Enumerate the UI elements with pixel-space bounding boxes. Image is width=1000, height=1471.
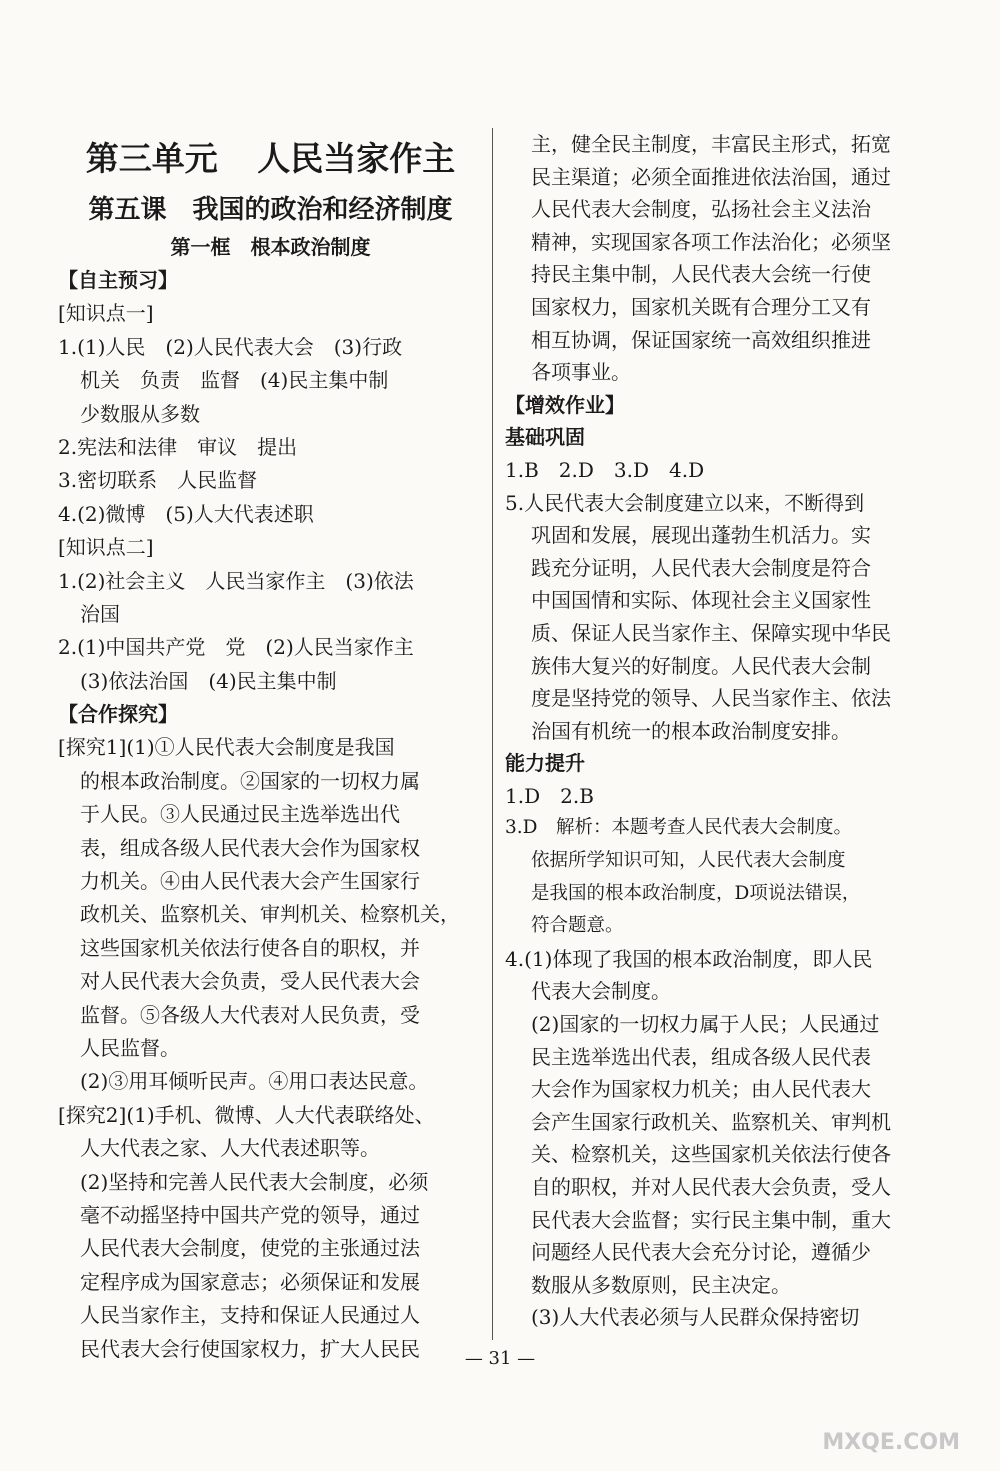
text-line: 的根本政治制度。②国家的一切权力属 [80, 768, 420, 793]
text-line: 于人民。③人民通过民主选举选出代 [80, 802, 400, 827]
right-column [505, 128, 935, 1334]
text-line: 毫不动摇坚持中国共产党的领导，通过 [80, 1202, 420, 1227]
text-line: 能力提升 [505, 751, 585, 776]
text-line: 质、保证人民当家作主、保障实现中华民 [531, 620, 891, 645]
text-line: 政机关、监察机关、审判机关、检察机关， [80, 902, 460, 927]
text-line: 表，组成各级人民代表大会作为国家权 [80, 835, 420, 860]
text-line: 符合题意。 [531, 915, 624, 937]
text-line: [知识点二] [58, 535, 154, 560]
text-line: 基础巩固 [505, 425, 585, 450]
text-line: 治国 [80, 601, 120, 626]
text-line: 人民代表大会制度，弘扬社会主义法治 [531, 197, 871, 222]
text-line: 精神，实现国家各项工作法治化；必须坚 [531, 229, 891, 254]
text-line: (3)依法治国 (4)民主集中制 [80, 668, 337, 693]
text-line: 自的职权，并对人民代表大会负责，受人 [531, 1175, 891, 1199]
text-line: 5.人民代表大会制度建立以来，不断得到 [505, 490, 865, 515]
text-line: 2.宪法和法律 审议 提出 [58, 434, 298, 459]
left-text-block [58, 264, 483, 1366]
text-line: 是我国的根本政治制度，D项说法错误， [531, 882, 861, 904]
text-line: 民代表大会行使国家权力，扩大人民民 [80, 1336, 420, 1361]
right-text-block [505, 128, 935, 1334]
text-line: 践充分证明，人民代表大会制度是符合 [531, 555, 871, 580]
text-line: 对人民代表大会负责，受人民代表大会 [80, 969, 420, 994]
text-line: 机关 负责 监督 (4)民主集中制 [80, 368, 389, 393]
text-line: [知识点一] [58, 301, 154, 326]
text-line: 民主渠道；必须全面推进依法治国，通过 [531, 164, 891, 189]
text-line: 力机关。④由人民代表大会产生国家行 [80, 869, 420, 894]
text-line: 4.(1)体现了我国的根本政治制度，即人民 [505, 946, 873, 971]
text-line: 1.(2)社会主义 人民当家作主 (3)依法 [58, 568, 414, 593]
text-line: 相互协调，保证国家统一高效组织推进 [531, 327, 871, 352]
text-line: 依据所学知识可知，人民代表大会制度 [531, 850, 846, 872]
text-line: 定程序成为国家意志；必须保证和发展 [80, 1269, 420, 1294]
frame-title: 第一框 根本政治制度 [170, 235, 371, 259]
text-line: 1.B 2.D 3.D 4.D [505, 457, 705, 482]
text-line: 1.(1)人民 (2)人民代表大会 (3)行政 [58, 334, 403, 359]
text-line: 各项事业。 [531, 360, 631, 385]
text-line: 数服从多数原则，民主决定。 [531, 1272, 791, 1297]
text-line: [探究1](1)①人民代表大会制度是我国 [58, 735, 395, 760]
lesson-title: 第五课 我国的政治和经济制度 [88, 195, 453, 225]
watermark-logo: MXQE.COM [822, 1430, 960, 1455]
text-line: 【合作探究】 [58, 702, 178, 727]
text-line: (3)人大代表必须与人民群众保持密切 [531, 1305, 860, 1330]
column-divider [492, 128, 493, 1340]
unit-title: 第三单元 人民当家作主 [85, 139, 456, 178]
text-line: 人民监督。 [80, 1035, 180, 1060]
text-line: 4.(2)微博 (5)人大代表述职 [58, 501, 314, 526]
text-line: 中国国情和实际、体现社会主义国家性 [531, 588, 871, 613]
page-number: — 31 — [464, 1348, 536, 1369]
text-line: 国家权力，国家机关既有合理分工又有 [531, 294, 871, 319]
text-line: 人民代表大会制度，使党的主张通过法 [80, 1236, 420, 1261]
text-line: 1.D 2.B [505, 783, 594, 808]
text-line: (2)国家的一切权力属于人民；人民通过 [531, 1012, 880, 1037]
text-line: 主，健全民主制度，丰富民主形式，拓宽 [531, 132, 891, 156]
text-line: 大会作为国家权力机关；由人民代表大 [531, 1077, 871, 1102]
text-line: 民主选举选出代表，组成各级人民代表 [531, 1044, 871, 1069]
text-line: 民代表大会监督；实行民主集中制，重大 [531, 1207, 891, 1232]
text-line: 3.密切联系 人民监督 [58, 468, 258, 493]
text-line: 度是坚持党的领导、人民当家作主、依法 [531, 686, 891, 711]
text-line: 族伟大复兴的好制度。人民代表大会制 [531, 653, 871, 678]
text-line: 3.D 解析：本题考查人民代表大会制度。 [505, 817, 852, 839]
text-line: 【自主预习】 [58, 268, 178, 292]
text-line: 关、检察机关，这些国家机关依法行使各 [531, 1142, 891, 1167]
text-line: (2)③用耳倾听民声。④用口表达民意。 [80, 1069, 429, 1094]
text-line: 代表大会制度。 [531, 979, 671, 1004]
text-line: 少数服从多数 [80, 401, 200, 426]
text-line: 监督。⑤各级人大代表对人民负责，受 [80, 1002, 420, 1027]
text-line: 这些国家机关依法行使各自的职权，并 [80, 935, 420, 960]
text-line: 2.(1)中国共产党 党 (2)人民当家作主 [58, 635, 414, 660]
text-line: 治国有机统一的根本政治制度安排。 [531, 718, 851, 743]
text-line: 【增效作业】 [505, 392, 625, 417]
text-line: 人大代表之家、人大代表述职等。 [80, 1136, 380, 1161]
text-line: [探究2](1)手机、微博、人大代表联络处、 [58, 1102, 435, 1127]
text-line: 人民当家作主，支持和保证人民通过人 [80, 1303, 420, 1328]
text-line: 会产生国家行政机关、监察机关、审判机 [531, 1109, 891, 1134]
left-column [58, 128, 483, 1366]
text-line: 持民主集中制，人民代表大会统一行使 [531, 262, 871, 287]
text-line: 巩固和发展，展现出蓬勃生机活力。实 [531, 523, 871, 548]
text-line: (2)坚持和完善人民代表大会制度，必须 [80, 1169, 429, 1194]
text-line: 问题经人民代表大会充分讨论，遵循少 [531, 1240, 871, 1265]
